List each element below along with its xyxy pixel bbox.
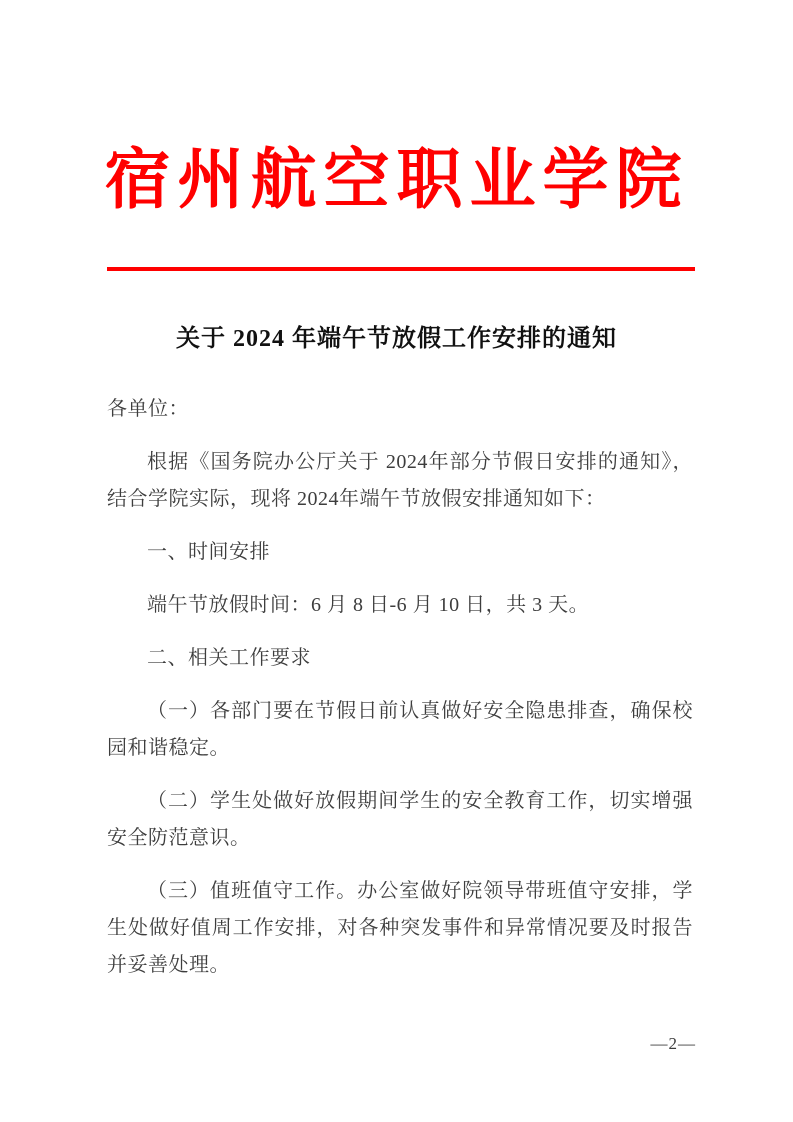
letterhead-divider-line bbox=[107, 267, 695, 271]
notice-title: 关于 2024 年端午节放假工作安排的通知 bbox=[176, 326, 617, 352]
body-paragraph: 根据《国务院办公厅关于 2024年部分节假日安排的通知》，结合学院实际，现将 2024年端午节放假安排通知如下： bbox=[107, 451, 693, 510]
paragraph-list bbox=[107, 444, 693, 984]
body-paragraph: （二）学生处做好放假期间学生的安全教育工作，切实增强安全防范意识。 bbox=[107, 790, 693, 849]
page-number: —2— bbox=[650, 1034, 696, 1053]
document-body bbox=[107, 391, 693, 1000]
body-paragraph: （一）各部门要在节假日前认真做好安全隐患排查，确保校园和谐稳定。 bbox=[107, 700, 693, 759]
letterhead-title: 宿州航空职业学院 bbox=[104, 144, 689, 217]
body-paragraph: 端午节放假时间：6 月 8 日-6 月 10 日，共 3 天。 bbox=[147, 594, 590, 616]
body-paragraph: 一、时间安排 bbox=[147, 541, 270, 563]
salutation: 各单位： bbox=[107, 398, 189, 420]
body-paragraph: （三）值班值守工作。办公室做好院领导带班值守安排，学生处做好值周工作安排，对各种突发事件和异常情况要及时报告并妥善处理。 bbox=[107, 880, 693, 976]
body-paragraph: 二、相关工作要求 bbox=[147, 647, 311, 669]
